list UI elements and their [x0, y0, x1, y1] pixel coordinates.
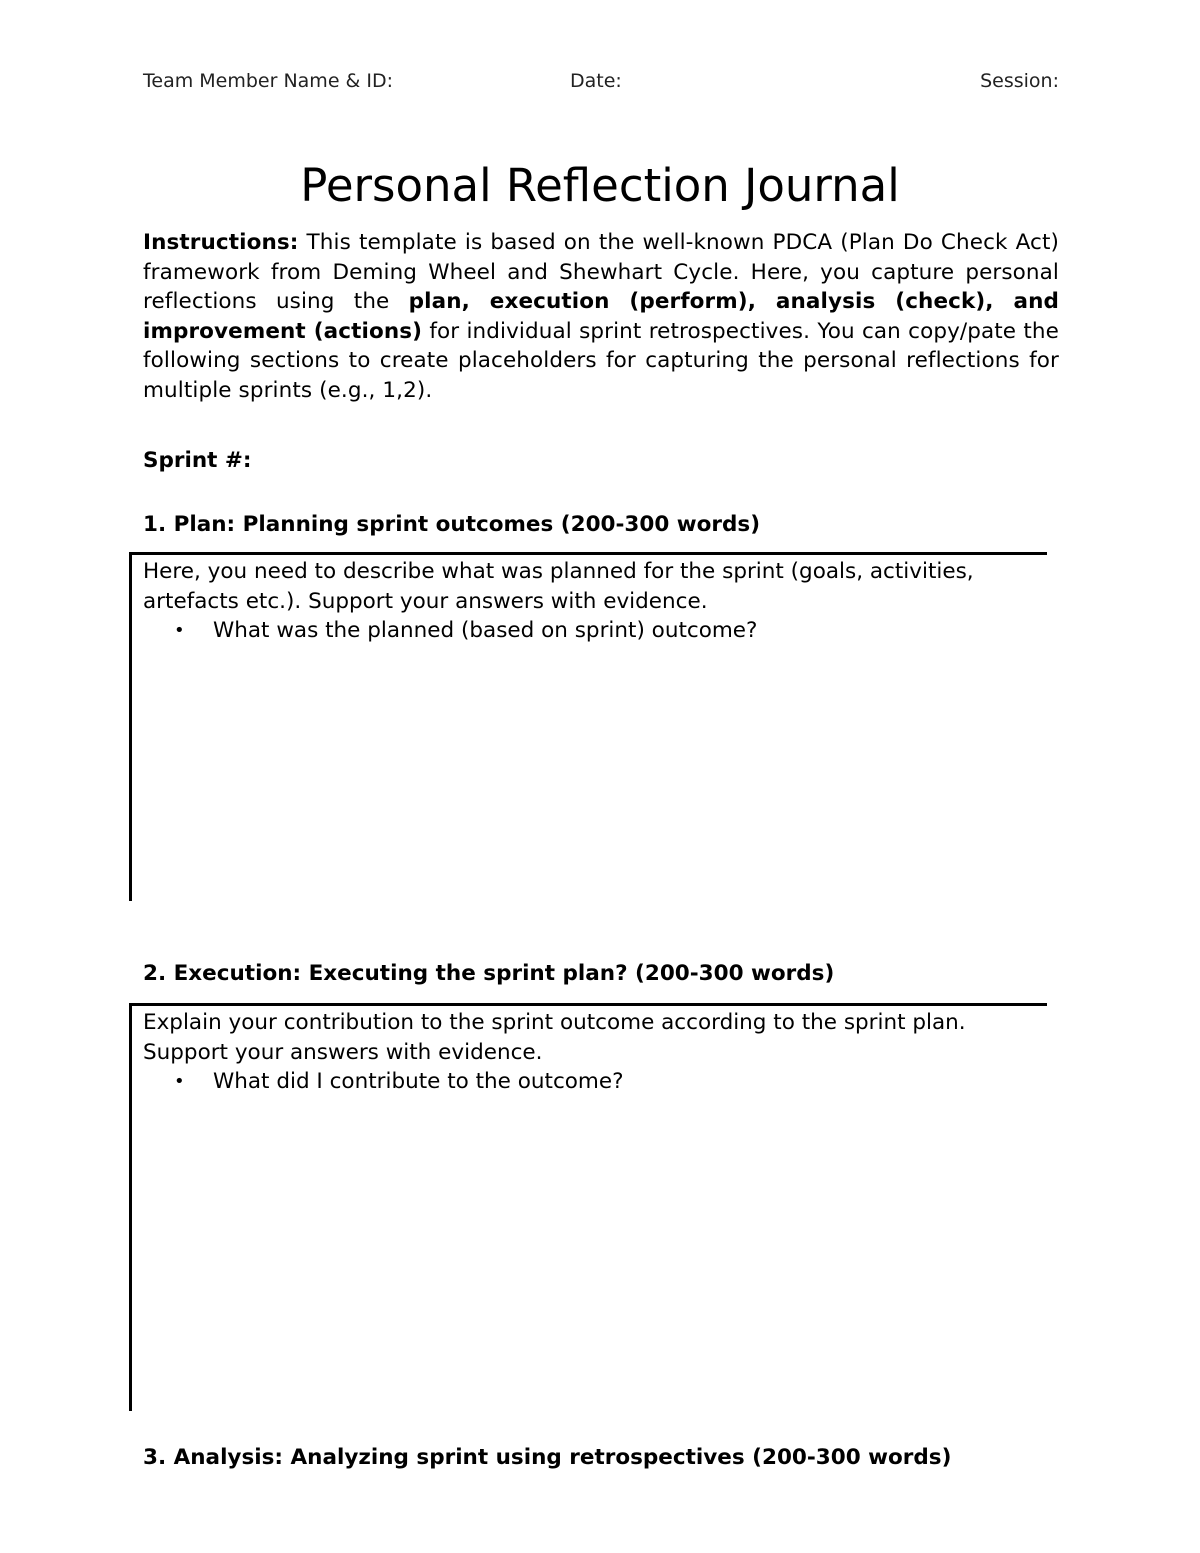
header-fields	[143, 70, 1059, 100]
instructions-text-1: This template is based on the well-known PDCA (Plan Do Check Act) framework from Deming Wheel and Shewhart Cycle. Here, you capture personal reflections using the	[143, 230, 1059, 315]
bullet-icon: •	[174, 620, 185, 641]
analysis-section-heading: 3. Analysis: Analyzing sprint using retrospectives (200-300 words)	[143, 1445, 952, 1470]
execution-answer-box[interactable]	[129, 1003, 1047, 1411]
instructions-label: Instructions:	[143, 230, 299, 255]
instructions-text-2: for individual sprint retrospectives. You can copy/pate the following sections to create placeholders for capturing the personal reflections for multiple sprints (e.g., 1,2).	[143, 318, 1059, 403]
sprint-number-label: Sprint #:	[143, 448, 252, 473]
page-title: Personal Reflection Journal	[300, 159, 900, 212]
execution-description: Explain your contribution to the sprint outcome according to the sprint plan. Support your answers with evidence.	[143, 1010, 966, 1065]
instructions-paragraph	[143, 228, 1059, 406]
plan-answer-box[interactable]	[129, 552, 1047, 901]
session-label: Session:	[980, 70, 1059, 92]
plan-section-heading: 1. Plan: Planning sprint outcomes (200-300 words)	[143, 512, 761, 537]
bullet-icon: •	[174, 1071, 185, 1092]
execution-section-heading: 2. Execution: Executing the sprint plan? (200-300 words)	[143, 961, 835, 986]
plan-bullet-text: What was the planned (based on sprint) outcome?	[213, 618, 758, 643]
team-member-name-label: Team Member Name & ID:	[143, 70, 394, 92]
execution-bullet-text: What did I contribute to the outcome?	[213, 1069, 624, 1094]
date-label: Date:	[570, 70, 622, 92]
instructions-emphasis: plan, execution (perform), analysis (check), and improvement (actions)	[143, 289, 1059, 344]
plan-description: Here, you need to describe what was planned for the sprint (goals, activities, artefacts etc.). Support your answers with evidence.	[143, 559, 974, 614]
